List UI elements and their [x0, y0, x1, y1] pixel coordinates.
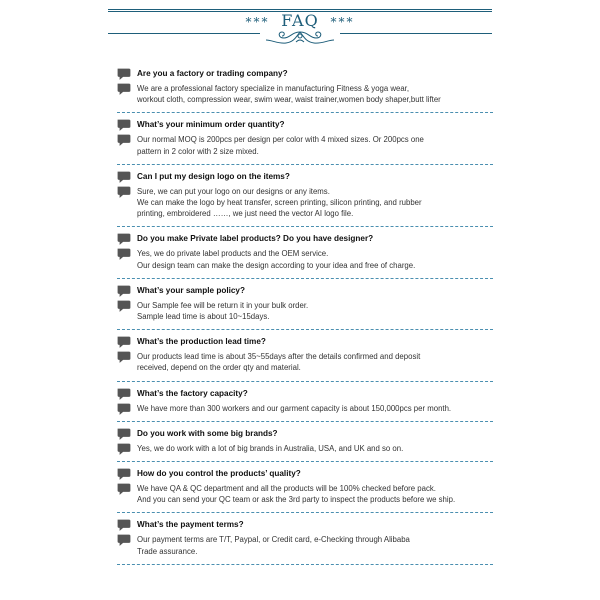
faq-question: Do you make Private label products? Do you have designer? — [137, 234, 374, 244]
answer-bubble-icon — [117, 300, 131, 312]
faq-answer-line: Our Sample fee will be return it in your bulk order. — [137, 300, 309, 310]
faq-answer-line: received, depend on the order qty and material. — [137, 363, 301, 373]
header-left-rule — [108, 33, 260, 34]
faq-question-row — [117, 388, 493, 399]
faq-list — [117, 62, 493, 565]
faq-answer-row — [117, 403, 493, 414]
faq-answer — [137, 248, 493, 270]
faq-question-row — [117, 171, 493, 182]
faq-answer-row — [117, 186, 493, 220]
faq-answer — [137, 483, 493, 505]
faq-answer-row — [117, 134, 493, 156]
faq-item — [117, 519, 493, 564]
question-bubble-icon — [117, 428, 131, 440]
answer-bubble-icon — [117, 248, 131, 260]
faq-question-row — [117, 468, 493, 479]
answer-bubble-icon — [117, 403, 131, 415]
faq-question: Do you work with some big brands? — [137, 428, 278, 438]
header-right-rule — [340, 33, 492, 34]
faq-answer — [137, 83, 493, 105]
faq-answer-row — [117, 248, 493, 270]
faq-answer — [137, 443, 493, 454]
answer-bubble-icon — [117, 483, 131, 495]
question-bubble-icon — [117, 468, 131, 480]
faq-answer-line: Our normal MOQ is 200pcs per design per color with 4 mixed sizes. Or 200pcs one — [137, 135, 424, 145]
question-bubble-icon — [117, 336, 131, 348]
faq-question: Can I put my design logo on the items? — [137, 171, 290, 181]
header-top-rule — [108, 9, 492, 10]
faq-answer-line: Sample lead time is about 10~15days. — [137, 312, 270, 322]
faq-answer-line: printing, embroidered ……, we just need the vector AI logo file. — [137, 209, 354, 219]
faq-answer-line: Our products lead time is about 35~55days after the details confirmed and deposit — [137, 352, 421, 362]
question-bubble-icon — [117, 519, 131, 531]
faq-question: What’s your minimum order quantity? — [137, 120, 285, 130]
faq-question: How do you control the products’ quality? — [137, 469, 301, 479]
faq-question-row — [117, 233, 493, 244]
faq-answer — [137, 186, 493, 220]
answer-bubble-icon — [117, 351, 131, 363]
faq-item — [117, 285, 493, 330]
scroll-ornament-icon — [262, 28, 338, 46]
faq-answer-line: Yes, we do work with a lot of big brands in Australia, USA, and UK and so on. — [137, 443, 404, 453]
faq-answer — [137, 351, 493, 373]
answer-bubble-icon — [117, 83, 131, 95]
faq-item — [117, 171, 493, 228]
faq-answer-row — [117, 300, 493, 322]
faq-item — [117, 119, 493, 164]
faq-answer — [137, 134, 493, 156]
faq-answer-line: workout cloth, compression wear, swim wear, waist trainer,women body shaper,butt lifter — [137, 95, 441, 105]
faq-item — [117, 428, 493, 462]
title-stars-right: *** — [330, 15, 355, 29]
faq-item — [117, 233, 493, 278]
question-bubble-icon — [117, 119, 131, 131]
title-text: FAQ — [281, 11, 319, 30]
faq-answer — [137, 534, 493, 556]
faq-answer-line: Yes, we do private label products and the OEM service. — [137, 249, 329, 259]
title-stars-left: *** — [245, 15, 270, 29]
question-bubble-icon — [117, 68, 131, 80]
faq-answer-row — [117, 483, 493, 505]
faq-question-row — [117, 519, 493, 530]
faq-answer-line: pattern in 2 color with 2 size mixed. — [137, 146, 259, 156]
faq-question-row — [117, 119, 493, 130]
faq-answer-line: We are a professional factory specialize in manufacturing Fitness & yoga wear, — [137, 84, 410, 93]
faq-answer — [137, 403, 493, 414]
faq-answer-row — [117, 534, 493, 556]
answer-bubble-icon — [117, 134, 131, 146]
answer-bubble-icon — [117, 186, 131, 198]
faq-answer-line: We can make the logo by heat transfer, screen printing, silicon printing, and rubber — [137, 198, 422, 208]
faq-question: What’s your sample policy? — [137, 285, 245, 295]
faq-question: What’s the factory capacity? — [137, 388, 248, 398]
faq-answer-line: Sure, we can put your logo on our designs or any items. — [137, 186, 330, 196]
faq-answer-line: We have QA & QC department and all the products will be 100% checked before pack. — [137, 484, 436, 494]
faq-answer-line: Trade assurance. — [137, 546, 198, 556]
question-bubble-icon — [117, 233, 131, 245]
faq-answer-line: We have more than 300 workers and our garment capacity is about 150,000pcs per month. — [137, 403, 452, 413]
faq-question-row — [117, 336, 493, 347]
question-bubble-icon — [117, 285, 131, 297]
answer-bubble-icon — [117, 443, 131, 455]
faq-answer-line: Our payment terms are T/T, Paypal, or Credit card, e-Checking through Alibaba — [137, 535, 410, 545]
question-bubble-icon — [117, 388, 131, 400]
faq-question-row — [117, 428, 493, 439]
faq-item — [117, 68, 493, 113]
faq-question-row — [117, 285, 493, 296]
faq-header — [0, 0, 600, 50]
faq-question: What’s the payment terms? — [137, 520, 244, 530]
faq-question: Are you a factory or trading company? — [137, 69, 288, 78]
faq-question: What’s the production lead time? — [137, 337, 266, 347]
faq-answer-row — [117, 83, 493, 105]
faq-answer-line: Our design team can make the design according to your idea and free of charge. — [137, 260, 416, 270]
faq-answer-row — [117, 351, 493, 373]
faq-answer-row — [117, 443, 493, 454]
faq-answer — [137, 300, 493, 322]
faq-question-row — [117, 68, 493, 79]
faq-item — [117, 388, 493, 422]
faq-answer-line: And you can send your QC team or ask the 3rd party to inspect the products before we ship. — [137, 495, 456, 505]
question-bubble-icon — [117, 171, 131, 183]
answer-bubble-icon — [117, 534, 131, 546]
faq-item — [117, 468, 493, 513]
faq-item — [117, 336, 493, 381]
